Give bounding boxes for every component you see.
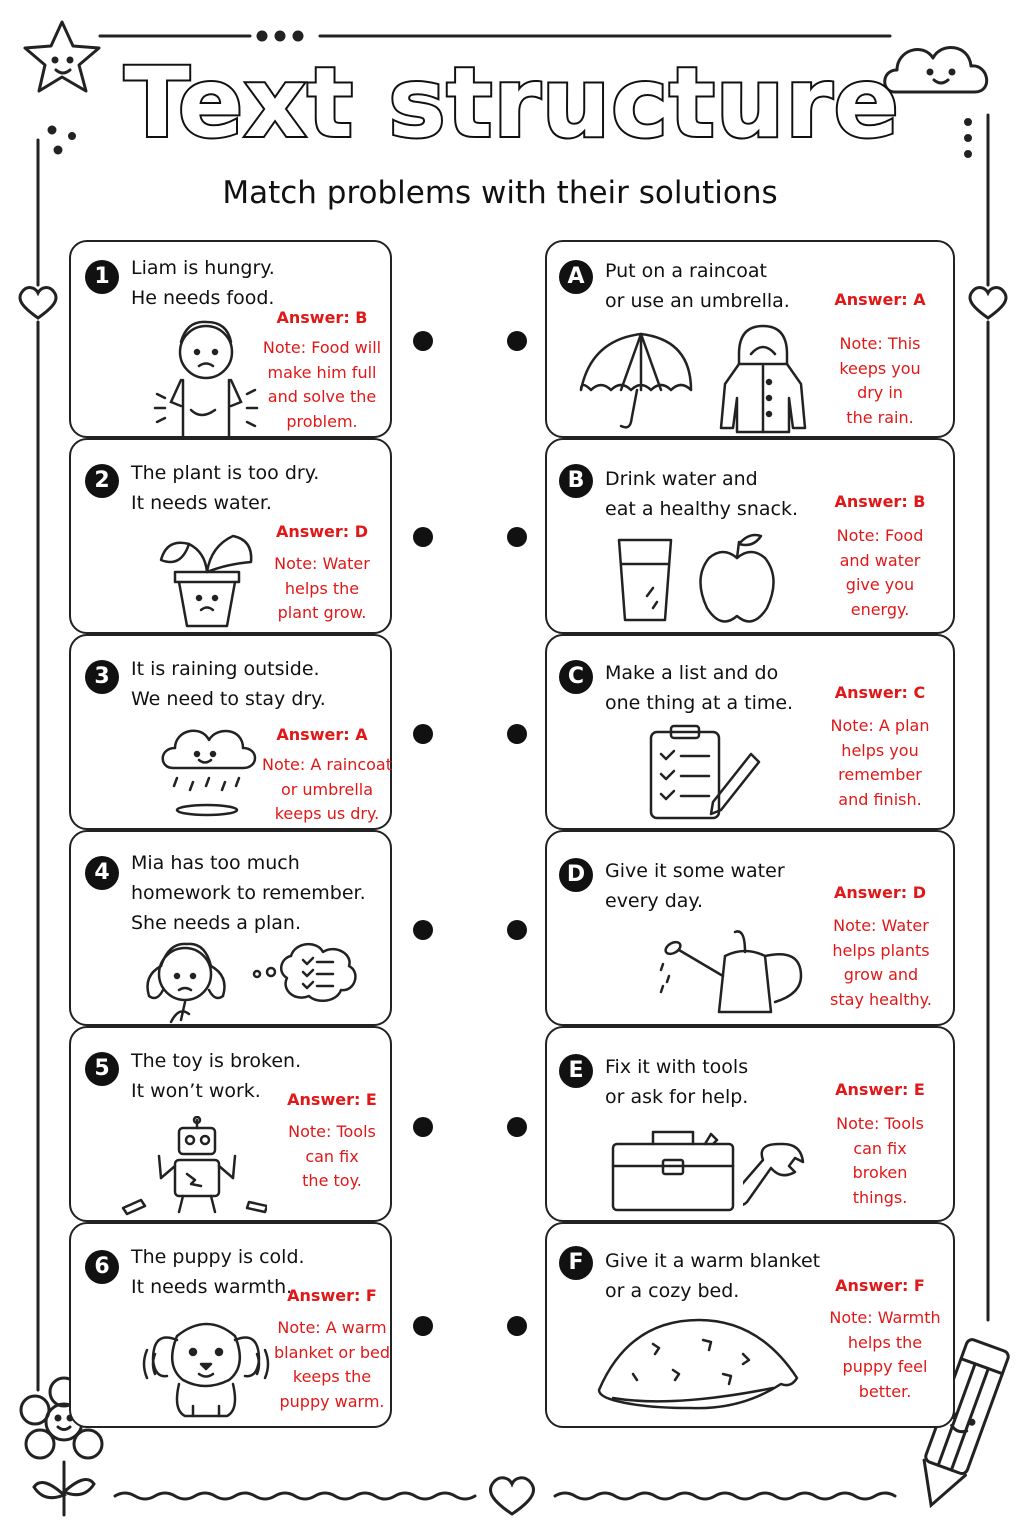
solution-text-line: or use an umbrella. [605,290,790,312]
solution-letter: E [559,1054,593,1088]
answer-note: Note: A warm blanket or bed keeps the puppy warm. [273,1318,391,1411]
checklist-clipboard-icon [647,722,763,822]
match-dot-problem-2[interactable] [413,527,433,547]
broken-robot-icon [117,1116,267,1220]
answer-label: Answer: D [275,522,369,541]
solution-card-E [545,1026,955,1222]
blanket-icon [593,1314,803,1420]
solution-letter: D [559,858,593,892]
sad-plant-icon [157,524,257,632]
solution-text-line: one thing at a time. [605,692,794,714]
problem-card-2 [69,438,392,634]
thinking-girl-icon [135,936,385,1026]
problem-text-line: It is raining outside. [131,658,320,680]
solution-card-A [545,240,955,438]
solution-card-D [545,830,955,1026]
problem-number: 2 [85,464,119,498]
problem-text-line: The plant is too dry. [131,462,320,484]
problem-number: 1 [85,260,119,294]
problem-card-1 [69,240,392,438]
answer-label: Answer: F [835,1276,925,1295]
solution-text-line: Make a list and do [605,662,779,684]
answer-label: Answer: B [834,492,926,511]
problem-card-3 [69,634,392,830]
match-dot-problem-5[interactable] [413,1117,433,1137]
match-dot-problem-6[interactable] [413,1316,433,1336]
problem-card-4 [69,830,392,1026]
raincoat-icon [715,322,811,434]
solution-text-line: every day. [605,890,703,912]
problem-text-line: It needs water. [131,492,272,514]
match-dot-solution-C[interactable] [507,724,527,744]
solution-text-line: eat a healthy snack. [605,498,799,520]
answer-label: Answer: E [287,1090,377,1109]
solution-card-C [545,634,955,830]
match-dot-problem-4[interactable] [413,920,433,940]
answer-label: Answer: A [834,290,926,309]
problem-text-line: It won’t work. [131,1080,261,1102]
match-dot-problem-1[interactable] [413,331,433,351]
water-glass-icon [613,536,677,624]
answer-note: Note: Tools can fix broken things. [836,1114,924,1207]
match-dot-solution-E[interactable] [507,1117,527,1137]
problem-card-5 [69,1026,392,1222]
match-dot-problem-3[interactable] [413,724,433,744]
answer-label: Answer: C [834,683,926,702]
answer-note: Note: Water helps plants grow and stay healthy. [830,916,932,1009]
solution-text-line: or a cozy bed. [605,1280,740,1302]
problem-number: 4 [85,856,119,890]
cold-puppy-icon [141,1310,271,1422]
answer-label: Answer: D [833,883,927,902]
page-title: Text structure [124,47,900,159]
answer-note: Note: Food will make him full and solve the problem. [262,338,382,431]
rain-cloud-icon [157,726,257,822]
answer-note: Note: A plan helps you remember and finish. [830,716,930,809]
answer-note: Note: Water helps the plant grow. [274,554,370,622]
match-dot-solution-A[interactable] [507,331,527,351]
problem-text-line: The toy is broken. [131,1050,302,1072]
answer-label: Answer: E [835,1080,925,1099]
watering-can-icon [655,920,805,1020]
answer-label: Answer: A [276,725,368,744]
solution-text-line: Drink water and [605,468,758,490]
page-subtitle: Match problems with their solutions [222,175,778,211]
solution-text-line: or ask for help. [605,1086,749,1108]
problem-text-line: homework to remember. [131,882,366,904]
solution-letter: B [559,464,593,498]
answer-note: Note: Warmth helps the puppy feel better. [829,1308,941,1401]
problem-text-line: Liam is hungry. [131,257,275,279]
solution-text-line: Give it a warm blanket [605,1250,821,1272]
solution-letter: C [559,660,593,694]
problem-text-line: He needs food. [131,287,275,309]
match-dot-solution-F[interactable] [507,1316,527,1336]
solution-text-line: Fix it with tools [605,1056,749,1078]
answer-label: Answer: B [276,308,368,327]
answer-note: Note: Food and water give you energy. [836,526,924,619]
solution-card-B [545,438,955,634]
toolbox-icon [609,1124,739,1216]
problem-text-line: The puppy is cold. [131,1246,305,1268]
problem-number: 3 [85,660,119,694]
problem-number: 6 [85,1250,119,1284]
problem-number: 5 [85,1052,119,1086]
solution-text-line: Put on a raincoat [605,260,767,282]
problem-text-line: We need to stay dry. [131,688,326,710]
solution-card-F [545,1222,955,1428]
hungry-boy-icon [151,314,261,438]
solution-text-line: Give it some water [605,860,785,882]
problem-card-6 [69,1222,392,1428]
match-dot-solution-B[interactable] [507,527,527,547]
answer-note: Note: Tools can fix the toy. [288,1122,376,1190]
solution-letter: F [559,1246,593,1280]
problem-text-line: Mia has too much [131,852,300,874]
wrench-icon [743,1138,807,1218]
answer-label: Answer: F [287,1286,377,1305]
answer-note: Note: A raincoat or umbrella keeps us dry. [261,755,392,823]
umbrella-icon [575,330,695,430]
answer-note: Note: This keeps you dry in the rain. [839,334,921,427]
problem-text-line: It needs warmth. [131,1276,293,1298]
apple-icon [695,530,779,626]
match-dot-solution-D[interactable] [507,920,527,940]
problem-text-line: She needs a plan. [131,912,301,934]
solution-letter: A [559,260,593,294]
